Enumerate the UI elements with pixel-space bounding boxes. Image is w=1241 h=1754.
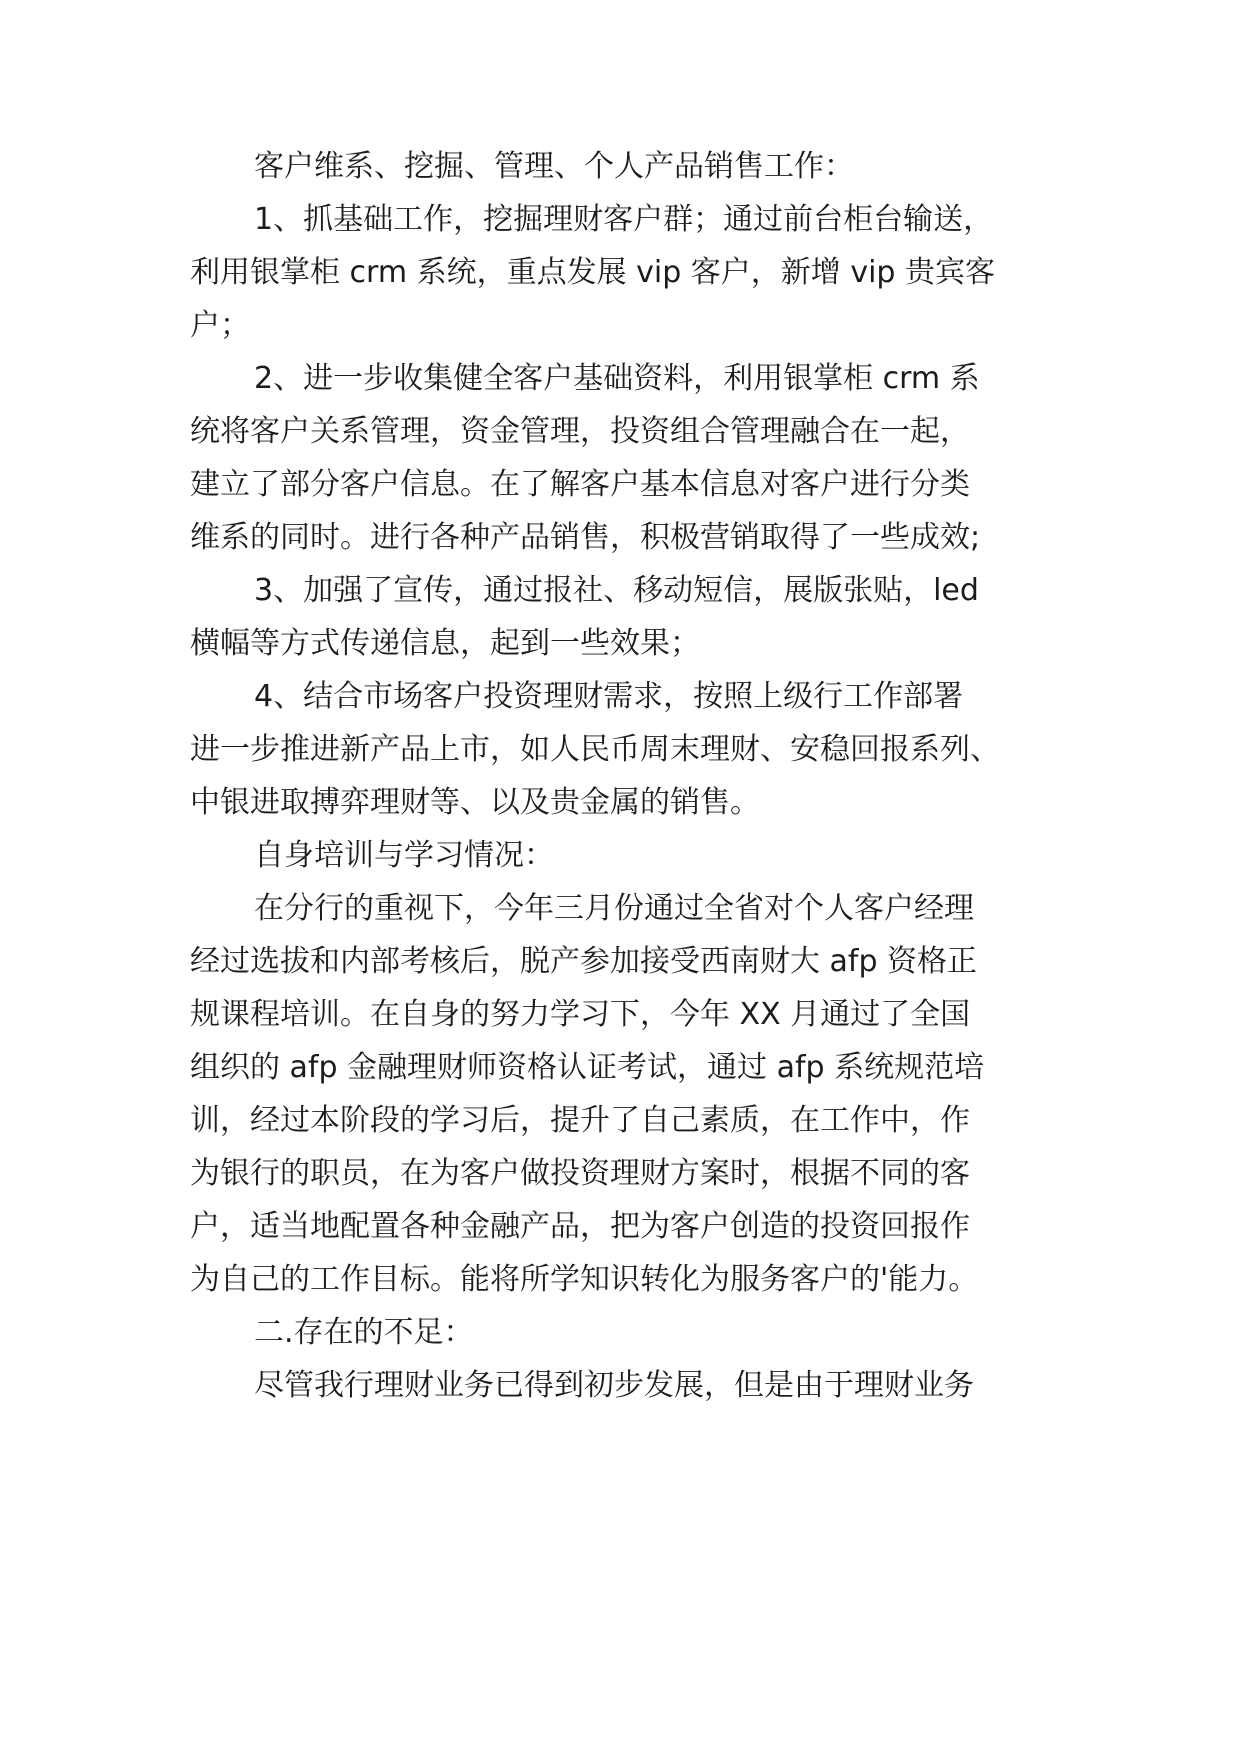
text-line: 户； [190, 308, 250, 343]
text-line: 建立了部分客户信息。在了解客户基本信息对客户进行分类 [190, 467, 970, 502]
text-line: 尽管我行理财业务已得到初步发展，但是由于理财业务 [254, 1368, 974, 1403]
section-heading-customer-work: 客户维系、挖掘、管理、个人产品销售工作： [254, 149, 854, 184]
text-line: 4、结合市场客户投资理财需求，按照上级行工作部署 [254, 679, 964, 714]
section-heading-shortcomings: 二.存在的不足： [254, 1315, 474, 1350]
text-line: 在分行的重视下，今年三月份通过全省对个人客户经理 [254, 891, 974, 926]
text-line: 3、加强了宣传，通过报社、移动短信，展版张贴，led [254, 573, 979, 608]
text-line: 2、进一步收集健全客户基础资料，利用银掌柜 crm 系 [254, 361, 980, 396]
section-heading-training: 自身培训与学习情况： [254, 838, 554, 873]
text-line: 维系的同时。进行各种产品销售，积极营销取得了一些成效; [190, 520, 981, 555]
text-line: 经过选拔和内部考核后，脱产参加接受西南财大 afp 资格正 [190, 944, 978, 979]
text-line: 户，适当地配置各种金融产品，把为客户创造的投资回报作 [190, 1209, 970, 1244]
text-line: 统将客户关系管理，资金管理，投资组合管理融合在一起， [190, 414, 970, 449]
text-line: 训，经过本阶段的学习后，提升了自己素质，在工作中，作 [190, 1103, 970, 1138]
text-line: 利用银掌柜 crm 系统，重点发展 vip 客户，新增 vip 贵宾客 [190, 255, 996, 290]
text-line: 为自己的工作目标。能将所学知识转化为服务客户的'能力。 [190, 1262, 979, 1297]
text-line: 组织的 afp 金融理财师资格认证考试，通过 afp 系统规范培 [190, 1050, 985, 1085]
text-line: 规课程培训。在自身的努力学习下，今年 XX 月通过了全国 [190, 997, 971, 1032]
text-line: 横幅等方式传递信息，起到一些效果； [190, 626, 700, 661]
text-line: 进一步推进新产品上市，如人民币周末理财、安稳回报系列、 [190, 732, 1000, 767]
text-line: 中银进取搏弈理财等、以及贵金属的销售。 [190, 785, 760, 820]
text-line: 为银行的职员，在为客户做投资理财方案时，根据不同的客 [190, 1156, 970, 1191]
text-line: 1、抓基础工作，挖掘理财客户群；通过前台柜台输送， [254, 202, 994, 237]
